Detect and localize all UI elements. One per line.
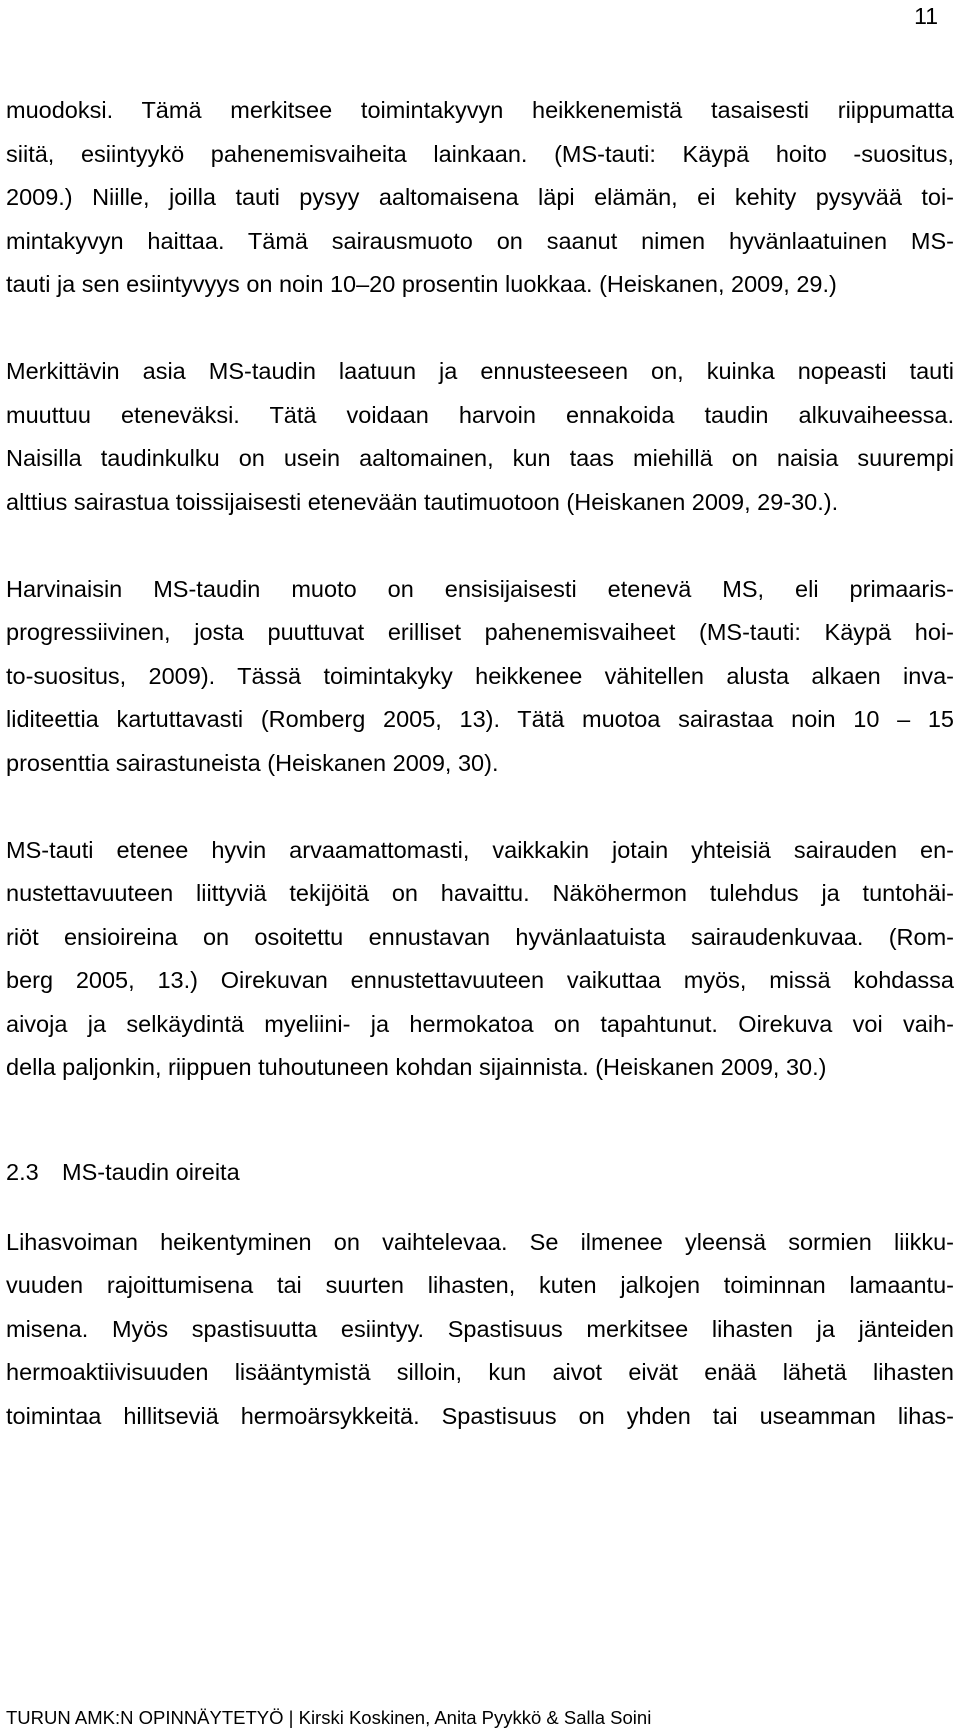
body-text-line: Harvinaisin MS-taudin muoto on ensisijaisesti etenevä MS, eli primaaris- [6, 576, 954, 602]
body-text-line: della paljonkin, riippuen tuhoutuneen kohdan sijainnista. (Heiskanen 2009, 30.) [6, 1054, 827, 1080]
body-text-line: muodoksi. Tämä merkitsee toimintakyvyn heikkenemistä tasaisesti riippumatta [6, 97, 954, 123]
page-number: 11 [914, 3, 938, 29]
body-text-line: Merkittävin asia MS-taudin laatuun ja ennusteeseen on, kuinka nopeasti tauti [6, 358, 954, 384]
body-text-line: misena. Myös spastisuutta esiintyy. Spastisuus merkitsee lihasten ja jänteiden [6, 1316, 954, 1342]
body-text-line: aivoja ja selkäydintä myeliini- ja hermokatoa on tapahtunut. Oirekuva voi vaih- [6, 1011, 954, 1037]
body-text-line: siitä, esiintyykö pahenemisvaiheita lainkaan. (MS-tauti: Käypä hoito -suositus, [6, 141, 954, 167]
page-footer: TURUN AMK:N OPINNÄYTETYÖ | Kirski Koskinen, Anita Pyykkö & Salla Soini [6, 1707, 652, 1728]
section-title: MS-taudin oireita [62, 1159, 240, 1185]
body-text-line: 2009.) Niille, joilla tauti pysyy aaltomaisena läpi elämän, ei kehity pysyvää toi- [6, 184, 954, 210]
body-text-line: vuuden rajoittumisena tai suurten lihasten, kuten jalkojen toiminnan lamaantu- [6, 1272, 954, 1298]
body-text-line: progressiivinen, josta puuttuvat erilliset pahenemisvaiheet (MS-tauti: Käypä hoi- [6, 619, 954, 645]
body-text-line: berg 2005, 13.) Oirekuvan ennustettavuuteen vaikuttaa myös, missä kohdassa [6, 967, 954, 993]
body-text-line: nustettavuuteen liittyviä tekijöitä on havaittu. Näköhermon tulehdus ja tuntohäi- [6, 880, 954, 906]
body-text-line: liditeettia kartuttavasti (Romberg 2005, 13). Tätä muotoa sairastaa noin 10 – 15 [6, 706, 954, 732]
body-text-line: to-suositus, 2009). Tässä toimintakyky heikkenee vähitellen alusta alkaen inva- [6, 663, 954, 689]
section-heading [6, 1157, 240, 1187]
body-text-line: riöt ensioireina on osoitettu ennustavan hyvänlaatuista sairaudenkuvaa. (Rom- [6, 924, 954, 950]
body-text-line: alttius sairastua toissijaisesti etenevään tautimuotoon (Heiskanen 2009, 29-30.). [6, 489, 839, 515]
section-number: 2.3 [6, 1159, 39, 1185]
body-text-line: mintakyvyn haittaa. Tämä sairausmuoto on saanut nimen hyvänlaatuinen MS- [6, 228, 954, 254]
body-text-line: prosenttia sairastuneista (Heiskanen 2009, 30). [6, 750, 499, 776]
body-text-line: tauti ja sen esiintyvyys on noin 10–20 prosentin luokkaa. (Heiskanen, 2009, 29.) [6, 271, 837, 297]
body-text-line: MS-tauti etenee hyvin arvaamattomasti, vaikkakin jotain yhteisiä sairauden en- [6, 837, 954, 863]
body-text-line: muuttuu eteneväksi. Tätä voidaan harvoin ennakoida taudin alkuvaiheessa. [6, 402, 954, 428]
body-text-line: toimintaa hillitseviä hermoärsykkeitä. Spastisuus on yhden tai useamman lihas- [6, 1403, 954, 1429]
body-text-line: Lihasvoiman heikentyminen on vaihtelevaa. Se ilmenee yleensä sormien liikku- [6, 1229, 954, 1255]
body-text-line: Naisilla taudinkulku on usein aaltomainen, kun taas miehillä on naisia suurempi [6, 445, 954, 471]
body-text-line: hermoaktiivisuuden lisääntymistä silloin, kun aivot eivät enää lähetä lihasten [6, 1359, 954, 1385]
